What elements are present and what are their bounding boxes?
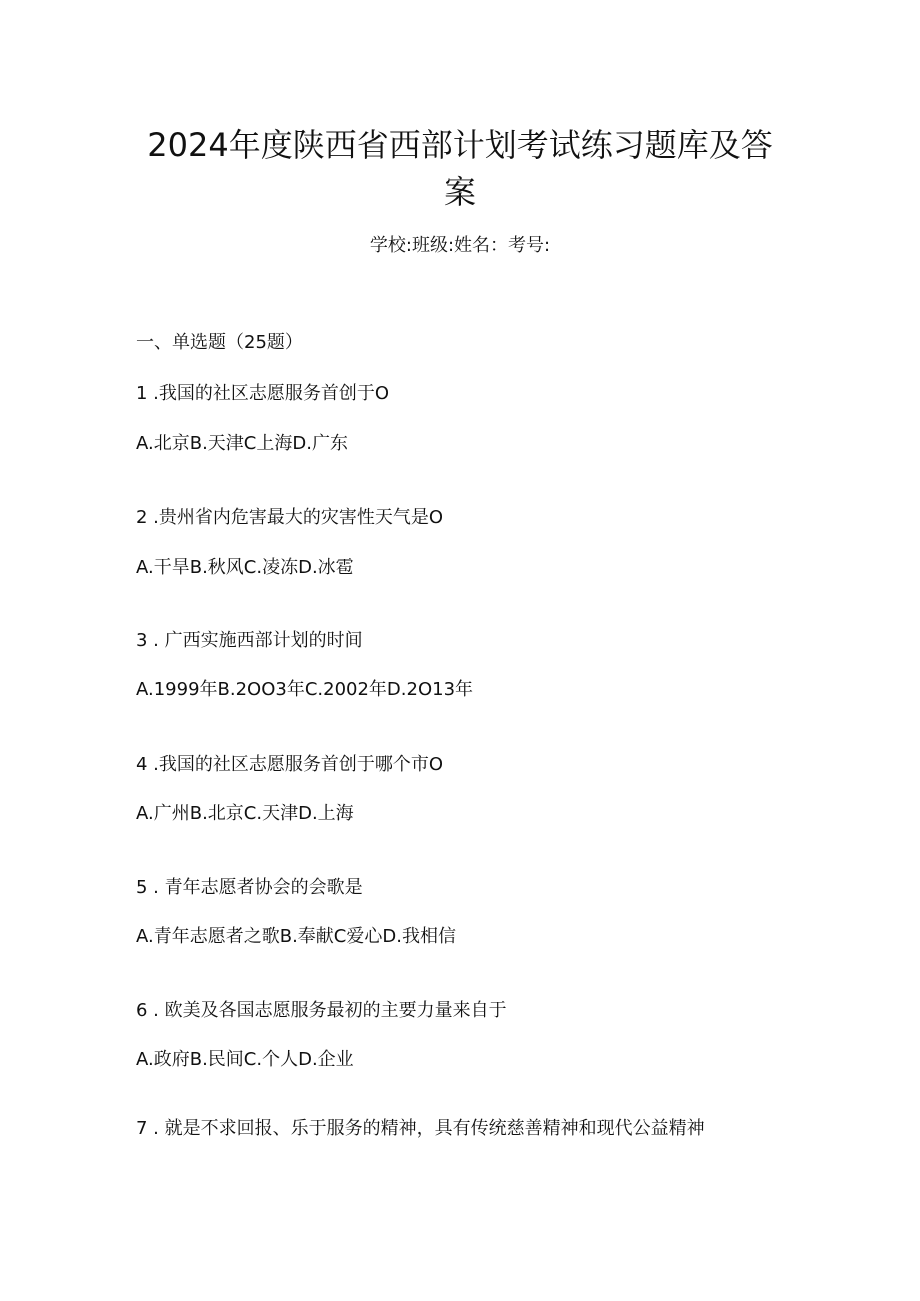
question-6-options: A.政府B.民间C.个人D.企业 <box>136 1049 354 1070</box>
question-1-options: A.北京B.天津C上海D.广东 <box>136 433 348 454</box>
question-2: 2 .贵州省内危害最大的灾害性天气是O <box>136 507 444 528</box>
student-info-line: 学校:班级:姓名：考号: <box>369 235 551 256</box>
question-3: 3 . 广西实施西部计划的时间 <box>136 630 363 651</box>
question-3-options: A.1999年B.2OO3年C.2002年D.2O13年 <box>136 679 474 700</box>
section-heading: 一、单选题（25题） <box>136 332 303 353</box>
question-1: 1 .我国的社区志愿服务首创于O <box>136 383 390 404</box>
question-5: 5 . 青年志愿者协会的会歌是 <box>136 877 363 898</box>
document-title: 2024年度陕西省西部计划考试练习题库及答案 <box>147 126 773 211</box>
question-6: 6 . 欧美及各国志愿服务最初的主要力量来自于 <box>136 1000 507 1021</box>
question-7: 7 . 就是不求回报、乐于服务的精神，具有传统慈善精神和现代公益精神 <box>136 1118 705 1139</box>
question-4: 4 .我国的社区志愿服务首创于哪个市O <box>136 754 444 775</box>
question-5-options: A.青年志愿者之歌B.奉献C爱心D.我相信 <box>136 926 456 947</box>
question-2-options: A.干旱B.秋风C.凌冻D.冰雹 <box>136 557 354 578</box>
question-4-options: A.广州B.北京C.天津D.上海 <box>136 803 354 824</box>
